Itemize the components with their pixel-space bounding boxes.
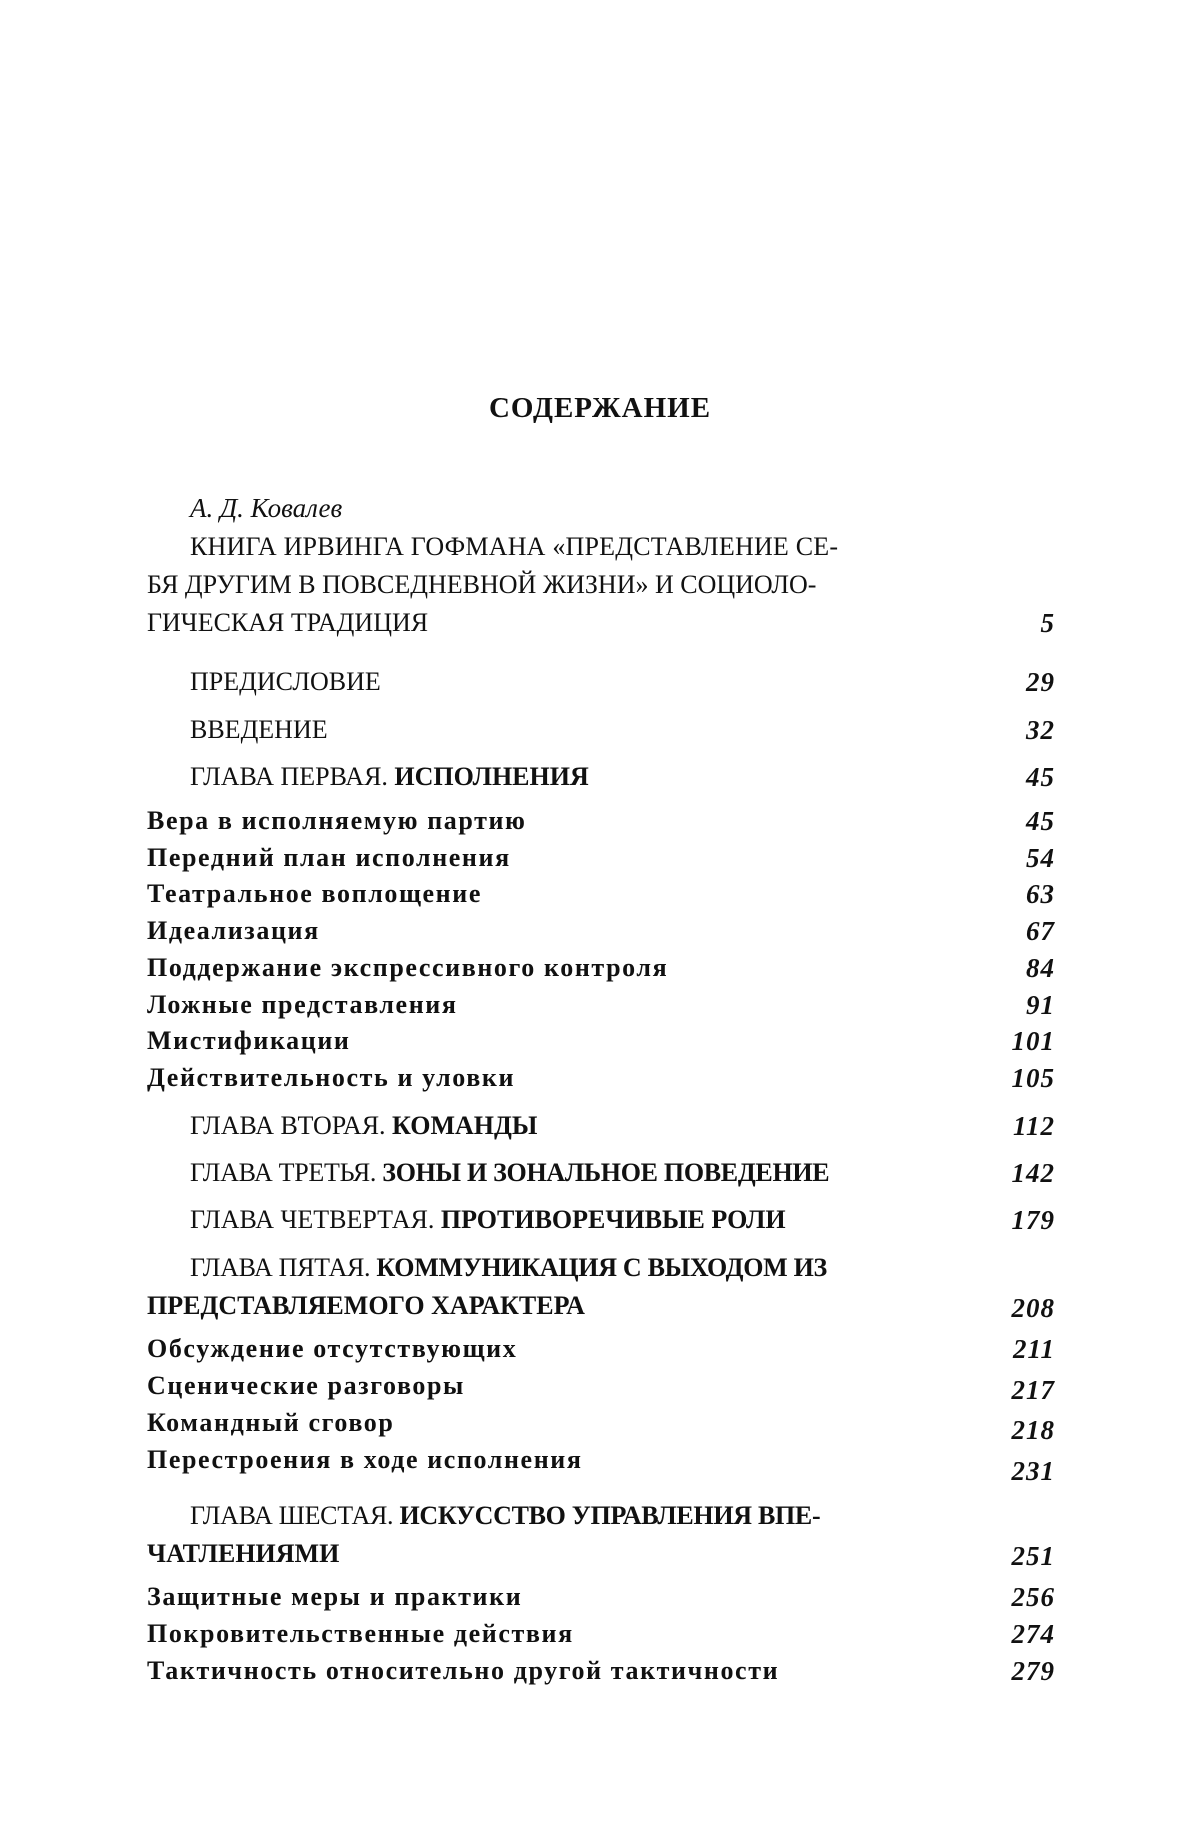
page-title: СОДЕРЖАНИЕ [488,392,712,424]
toc-section-page: 211 [1012,1334,1055,1364]
chapter-5-page: 208 [1011,1293,1055,1323]
toc-section-row: Театральное воплощение [147,879,482,908]
preface-page: 29 [1026,667,1055,697]
chapter-3-title: ЗОНЫ И ЗОНАЛЬНОЕ ПОВЕДЕНИЕ [382,1158,830,1187]
toc-section-row: Идеализация [147,916,320,945]
chapter-5-heading [190,1249,827,1287]
toc-section-page: 279 [1011,1656,1055,1686]
chapter-3-page: 142 [1011,1158,1055,1188]
toc-section-row: Вера в исполняемую партию [147,806,527,835]
chapter-6-lead: ГЛАВА ШЕСТАЯ. [190,1501,394,1530]
chapter-4-heading [190,1201,786,1239]
chapter-3-lead: ГЛАВА ТРЕТЬЯ. [190,1158,377,1187]
toc-section-page: 101 [1011,1026,1055,1056]
chapter-2-page: 112 [1012,1111,1055,1141]
toc-section-row: Перестроения в ходе исполнения [147,1445,583,1474]
chapter-6-title-line-2: ЧАТЛЕНИЯМИ [147,1539,340,1568]
chapter-3-heading [190,1154,829,1192]
chapter-2-heading [190,1107,537,1145]
toc-section-row: Покровительственные действия [147,1619,574,1648]
introduction-page: 32 [1026,715,1055,745]
toc-section-row: Мистификации [147,1026,351,1055]
toc-section-page: 217 [1011,1375,1055,1405]
chapter-5-lead: ГЛАВА ПЯТАЯ. [190,1253,371,1282]
chapter-2-lead: ГЛАВА ВТОРАЯ. [190,1111,386,1140]
toc-section-page: 256 [1011,1582,1055,1612]
toc-section-page: 67 [1026,916,1055,946]
toc-section-row: Сценические разговоры [147,1371,465,1400]
chapter-1-title: ИСПОЛНЕНИЯ [394,762,589,791]
chapter-6-page: 251 [1011,1541,1055,1571]
toc-section-page: 231 [1011,1456,1055,1486]
intro-title-line-3: ГИЧЕСКАЯ ТРАДИЦИЯ [147,608,429,637]
toc-section-page: 84 [1026,953,1055,983]
intro-title-line-2: БЯ ДРУГИМ В ПОВСЕДНЕВНОЙ ЖИЗНИ» И СОЦИОЛО- [147,570,817,599]
chapter-4-lead: ГЛАВА ЧЕТВЕРТАЯ. [190,1205,435,1234]
toc-section-page: 45 [1026,806,1055,836]
toc-section-row: Ложные представления [147,990,458,1019]
toc-section-page: 218 [1011,1415,1055,1445]
chapter-4-page: 179 [1011,1205,1055,1235]
chapter-5-title-line-1: КОММУНИКАЦИЯ С ВЫХОДОМ ИЗ [376,1253,827,1282]
chapter-1-heading [190,758,589,796]
chapter-1-lead: ГЛАВА ПЕРВАЯ. [190,762,388,791]
toc-section-row: Действительность и уловки [147,1063,516,1092]
toc-section-row: Защитные меры и практики [147,1582,523,1611]
preface-entry: ПРЕДИСЛОВИЕ [190,667,381,696]
toc-section-page: 63 [1026,879,1055,909]
intro-title-line-1: КНИГА ИРВИНГА ГОФМАНА «ПРЕДСТАВЛЕНИЕ СЕ- [190,532,839,561]
toc-section-row: Поддержание экспрессивного контроля [147,953,669,982]
toc-section-page: 274 [1011,1619,1055,1649]
intro-page: 5 [1040,608,1055,638]
toc-section-page: 105 [1011,1063,1055,1093]
toc-section-row: Обсуждение отсутствующих [147,1334,518,1363]
toc-section-page: 54 [1026,843,1055,873]
chapter-6-title-line-1: ИСКУССТВО УПРАВЛЕНИЯ ВПЕ- [399,1501,821,1530]
chapter-2-title: КОМАНДЫ [392,1111,538,1140]
intro-author: А. Д. Ковалев [190,493,343,523]
chapter-1-page: 45 [1026,762,1055,792]
toc-section-row: Тактичность относительно другой тактичности [147,1656,780,1685]
chapter-4-title: ПРОТИВОРЕЧИВЫЕ РОЛИ [440,1205,786,1234]
toc-section-page: 91 [1026,990,1055,1020]
introduction-entry: ВВЕДЕНИЕ [190,715,328,744]
toc-section-row: Передний план исполнения [147,843,511,872]
toc-section-row: Командный сговор [147,1408,395,1437]
chapter-5-title-line-2: ПРЕДСТАВЛЯЕМОГО ХАРАКТЕРА [147,1291,585,1320]
chapter-6-heading [190,1497,820,1535]
